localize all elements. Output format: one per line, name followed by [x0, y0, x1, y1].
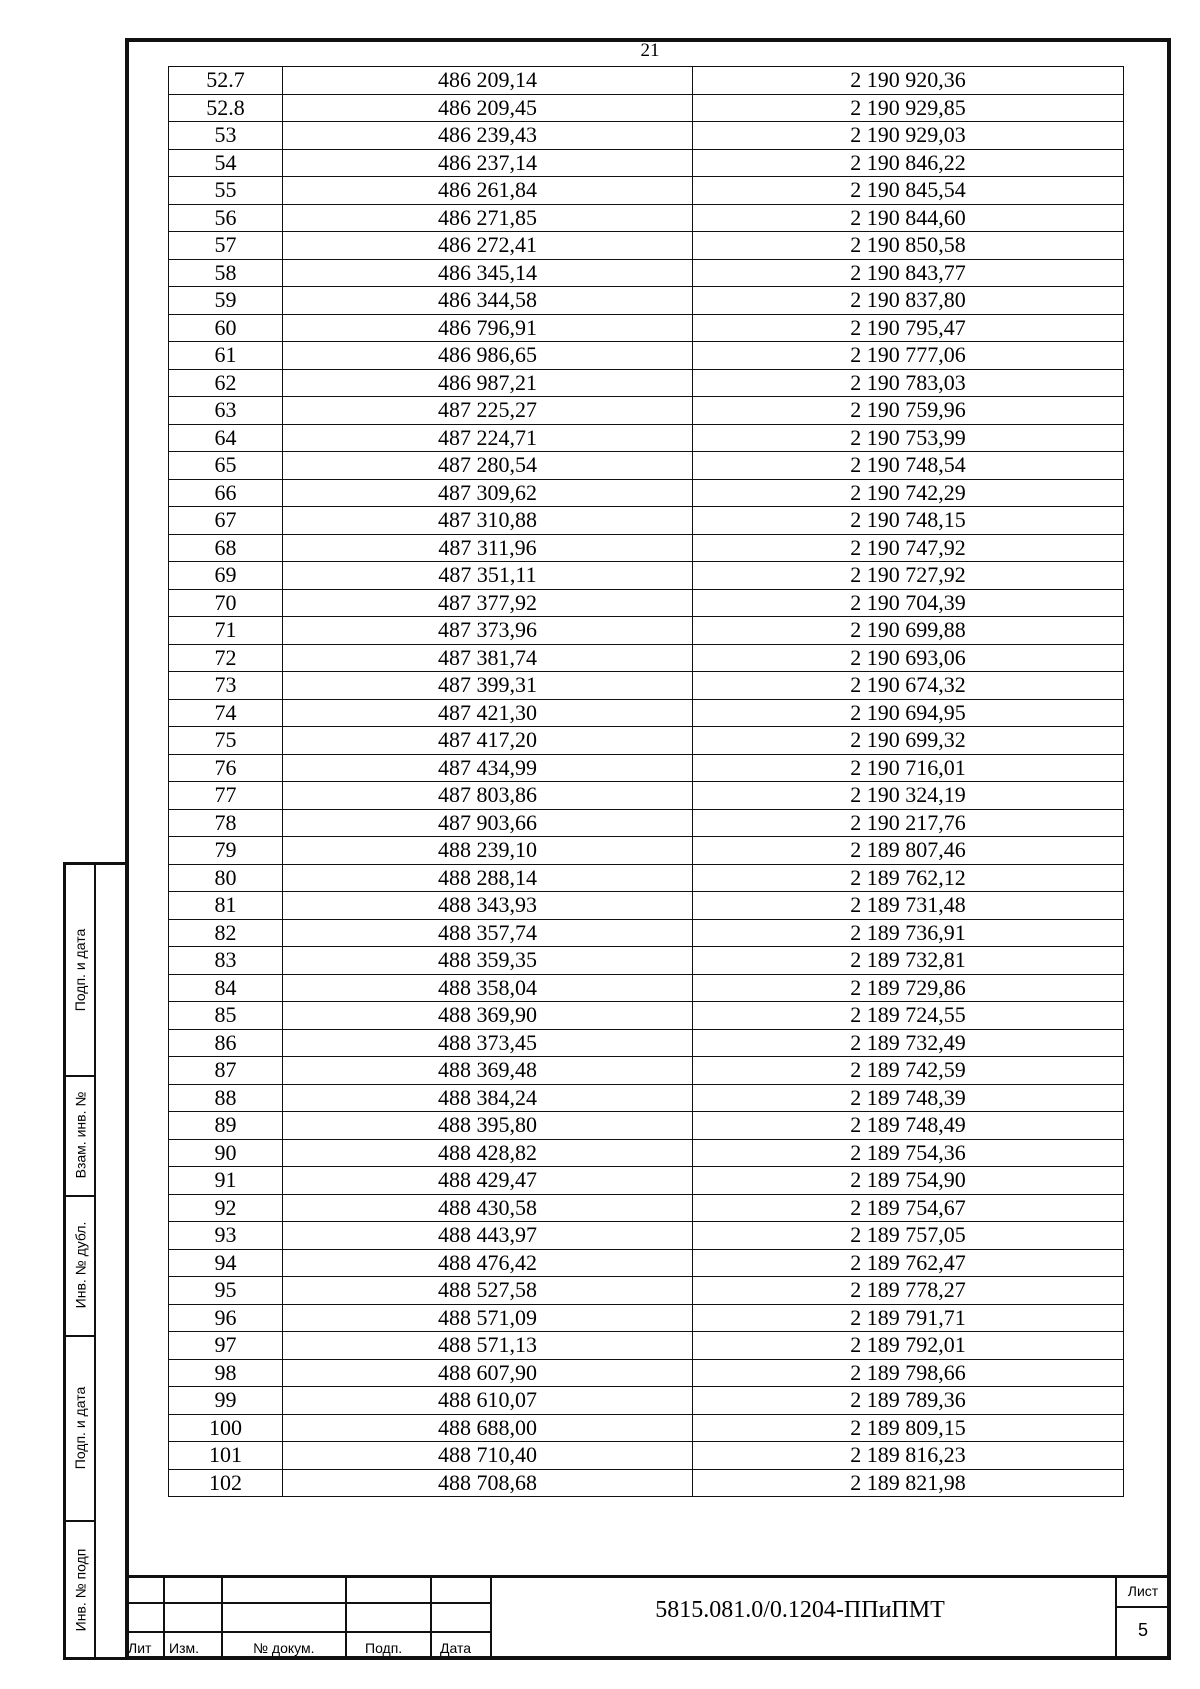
- side-cell-sign-date-1: [66, 865, 94, 1077]
- table-row: [169, 1194, 1124, 1222]
- y-coordinate-cell: 2 190 929,85: [693, 94, 1124, 122]
- x-coordinate-cell: 488 708,68: [283, 1469, 693, 1497]
- x-coordinate-cell: 487 377,92: [283, 589, 693, 617]
- point-number-cell: 98: [169, 1359, 283, 1387]
- table-row: [169, 1139, 1124, 1167]
- point-number-cell: 60: [169, 314, 283, 342]
- x-coordinate-cell: 487 225,27: [283, 397, 693, 425]
- y-coordinate-cell: 2 189 762,12: [693, 864, 1124, 892]
- side-stamp: [63, 862, 125, 1660]
- x-coordinate-cell: 486 271,85: [283, 204, 693, 232]
- y-coordinate-cell: 2 190 783,03: [693, 369, 1124, 397]
- table-row: [169, 1167, 1124, 1195]
- x-coordinate-cell: 488 359,35: [283, 947, 693, 975]
- y-coordinate-cell: 2 190 844,60: [693, 204, 1124, 232]
- y-coordinate-cell: 2 189 748,39: [693, 1084, 1124, 1112]
- x-coordinate-cell: 488 239,10: [283, 837, 693, 865]
- table-row: [169, 397, 1124, 425]
- x-coordinate-cell: 486 796,91: [283, 314, 693, 342]
- table-row: [169, 149, 1124, 177]
- x-coordinate-cell: 487 399,31: [283, 672, 693, 700]
- table-row: [169, 369, 1124, 397]
- point-number-cell: 53: [169, 122, 283, 150]
- x-coordinate-cell: 488 384,24: [283, 1084, 693, 1112]
- y-coordinate-cell: 2 189 789,36: [693, 1387, 1124, 1415]
- x-coordinate-cell: 488 607,90: [283, 1359, 693, 1387]
- point-number-cell: 93: [169, 1222, 283, 1250]
- y-coordinate-cell: 2 190 748,54: [693, 452, 1124, 480]
- x-coordinate-cell: 486 986,65: [283, 342, 693, 370]
- y-coordinate-cell: 2 189 791,71: [693, 1304, 1124, 1332]
- point-number-cell: 96: [169, 1304, 283, 1332]
- table-row: [169, 672, 1124, 700]
- point-number-cell: 86: [169, 1029, 283, 1057]
- point-number-cell: 64: [169, 424, 283, 452]
- point-number-cell: 80: [169, 864, 283, 892]
- table-row: [169, 1222, 1124, 1250]
- x-coordinate-cell: 487 351,11: [283, 562, 693, 590]
- side-cell-orig-inv: [66, 1520, 94, 1660]
- table-row: [169, 1002, 1124, 1030]
- point-number-cell: 58: [169, 259, 283, 287]
- point-number-cell: 67: [169, 507, 283, 535]
- x-coordinate-cell: 487 381,74: [283, 644, 693, 672]
- col-label-signature: Подп.: [365, 1640, 403, 1656]
- table-row: [169, 947, 1124, 975]
- y-coordinate-cell: 2 190 920,36: [693, 67, 1124, 95]
- table-row: [169, 1249, 1124, 1277]
- table-row: [169, 259, 1124, 287]
- point-number-cell: 81: [169, 892, 283, 920]
- table-row: [169, 974, 1124, 1002]
- side-label: Подп. и дата: [72, 928, 88, 1012]
- y-coordinate-cell: 2 190 704,39: [693, 589, 1124, 617]
- x-coordinate-cell: 486 237,14: [283, 149, 693, 177]
- x-coordinate-cell: 486 272,41: [283, 232, 693, 260]
- table-row: [169, 314, 1124, 342]
- table-row: [169, 864, 1124, 892]
- y-coordinate-cell: 2 189 742,59: [693, 1057, 1124, 1085]
- table-row: [169, 1029, 1124, 1057]
- x-coordinate-cell: 488 710,40: [283, 1442, 693, 1470]
- table-row: [169, 617, 1124, 645]
- x-coordinate-cell: 487 311,96: [283, 534, 693, 562]
- coordinates-table: [168, 66, 1124, 1497]
- table-row: [169, 1387, 1124, 1415]
- side-label: Взам. инв. №: [72, 1091, 89, 1179]
- point-number-cell: 70: [169, 589, 283, 617]
- x-coordinate-cell: 488 527,58: [283, 1277, 693, 1305]
- table-row: [169, 424, 1124, 452]
- y-coordinate-cell: 2 189 754,90: [693, 1167, 1124, 1195]
- y-coordinate-cell: 2 190 699,32: [693, 727, 1124, 755]
- y-coordinate-cell: 2 190 727,92: [693, 562, 1124, 590]
- point-number-cell: 85: [169, 1002, 283, 1030]
- y-coordinate-cell: 2 190 217,76: [693, 809, 1124, 837]
- point-number-cell: 97: [169, 1332, 283, 1360]
- x-coordinate-cell: 488 373,45: [283, 1029, 693, 1057]
- x-coordinate-cell: 487 224,71: [283, 424, 693, 452]
- x-coordinate-cell: 486 987,21: [283, 369, 693, 397]
- point-number-cell: 82: [169, 919, 283, 947]
- y-coordinate-cell: 2 189 736,91: [693, 919, 1124, 947]
- table-row: [169, 1112, 1124, 1140]
- point-number-cell: 71: [169, 617, 283, 645]
- y-coordinate-cell: 2 190 777,06: [693, 342, 1124, 370]
- col-label-change: Изм.: [169, 1640, 199, 1656]
- x-coordinate-cell: 488 288,14: [283, 864, 693, 892]
- point-number-cell: 84: [169, 974, 283, 1002]
- point-number-cell: 55: [169, 177, 283, 205]
- col-label-lit: Лит: [128, 1640, 152, 1656]
- table-row: [169, 94, 1124, 122]
- point-number-cell: 99: [169, 1387, 283, 1415]
- sheet-number: 5: [1137, 1620, 1148, 1640]
- point-number-cell: 75: [169, 727, 283, 755]
- table-row: [169, 67, 1124, 95]
- x-coordinate-cell: 488 476,42: [283, 1249, 693, 1277]
- x-coordinate-cell: 487 903,66: [283, 809, 693, 837]
- y-coordinate-cell: 2 189 798,66: [693, 1359, 1124, 1387]
- table-row: [169, 177, 1124, 205]
- table-row: [169, 232, 1124, 260]
- point-number-cell: 87: [169, 1057, 283, 1085]
- y-coordinate-cell: 2 190 837,80: [693, 287, 1124, 315]
- side-label: Инв. № дубл.: [72, 1221, 89, 1309]
- x-coordinate-cell: 486 345,14: [283, 259, 693, 287]
- y-coordinate-cell: 2 190 324,19: [693, 782, 1124, 810]
- y-coordinate-cell: 2 189 757,05: [693, 1222, 1124, 1250]
- table-row: [169, 122, 1124, 150]
- table-row: [169, 809, 1124, 837]
- point-number-cell: 73: [169, 672, 283, 700]
- table-row: [169, 1057, 1124, 1085]
- point-number-cell: 65: [169, 452, 283, 480]
- table-row: [169, 892, 1124, 920]
- side-cell-replaced-inv: [66, 1075, 94, 1197]
- point-number-cell: 102: [169, 1469, 283, 1497]
- point-number-cell: 100: [169, 1414, 283, 1442]
- x-coordinate-cell: 488 369,48: [283, 1057, 693, 1085]
- page-number: 21: [640, 40, 660, 61]
- table-row: [169, 782, 1124, 810]
- y-coordinate-cell: 2 190 795,47: [693, 314, 1124, 342]
- table-row: [169, 1332, 1124, 1360]
- sheet-label: Лист: [1127, 1583, 1159, 1599]
- y-coordinate-cell: 2 189 754,36: [693, 1139, 1124, 1167]
- side-label: Подп. и дата: [72, 1386, 88, 1469]
- point-number-cell: 101: [169, 1442, 283, 1470]
- point-number-cell: 83: [169, 947, 283, 975]
- table-row: [169, 699, 1124, 727]
- point-number-cell: 52.8: [169, 94, 283, 122]
- x-coordinate-cell: 488 357,74: [283, 919, 693, 947]
- x-coordinate-cell: 488 430,58: [283, 1194, 693, 1222]
- table-row: [169, 1304, 1124, 1332]
- x-coordinate-cell: 486 239,43: [283, 122, 693, 150]
- table-row: [169, 507, 1124, 535]
- y-coordinate-cell: 2 189 748,49: [693, 1112, 1124, 1140]
- table-row: [169, 644, 1124, 672]
- point-number-cell: 59: [169, 287, 283, 315]
- point-number-cell: 57: [169, 232, 283, 260]
- point-number-cell: 89: [169, 1112, 283, 1140]
- x-coordinate-cell: 487 373,96: [283, 617, 693, 645]
- x-coordinate-cell: 488 429,47: [283, 1167, 693, 1195]
- y-coordinate-cell: 2 189 816,23: [693, 1442, 1124, 1470]
- table-row: [169, 534, 1124, 562]
- point-number-cell: 63: [169, 397, 283, 425]
- table-row: [169, 589, 1124, 617]
- table-row: [169, 1277, 1124, 1305]
- table-row: [169, 479, 1124, 507]
- x-coordinate-cell: 488 571,13: [283, 1332, 693, 1360]
- point-number-cell: 72: [169, 644, 283, 672]
- x-coordinate-cell: 488 688,00: [283, 1414, 693, 1442]
- y-coordinate-cell: 2 190 759,96: [693, 397, 1124, 425]
- x-coordinate-cell: 488 358,04: [283, 974, 693, 1002]
- y-coordinate-cell: 2 190 742,29: [693, 479, 1124, 507]
- x-coordinate-cell: 487 280,54: [283, 452, 693, 480]
- col-label-date: Дата: [440, 1640, 472, 1656]
- y-coordinate-cell: 2 190 694,95: [693, 699, 1124, 727]
- table-row: [169, 562, 1124, 590]
- x-coordinate-cell: 486 261,84: [283, 177, 693, 205]
- x-coordinate-cell: 486 344,58: [283, 287, 693, 315]
- y-coordinate-cell: 2 190 845,54: [693, 177, 1124, 205]
- table-row: [169, 452, 1124, 480]
- point-number-cell: 66: [169, 479, 283, 507]
- y-coordinate-cell: 2 189 762,47: [693, 1249, 1124, 1277]
- point-number-cell: 88: [169, 1084, 283, 1112]
- table-row: [169, 287, 1124, 315]
- table-row: [169, 1469, 1124, 1497]
- point-number-cell: 68: [169, 534, 283, 562]
- x-coordinate-cell: 487 421,30: [283, 699, 693, 727]
- point-number-cell: 69: [169, 562, 283, 590]
- document-id: 5815.081.0/0.1204-ППиПМТ: [655, 1597, 945, 1623]
- side-label: Инв. № подп: [72, 1548, 89, 1632]
- table-row: [169, 754, 1124, 782]
- table-row: [169, 919, 1124, 947]
- y-coordinate-cell: 2 189 724,55: [693, 1002, 1124, 1030]
- table-row: [169, 1359, 1124, 1387]
- y-coordinate-cell: 2 190 747,92: [693, 534, 1124, 562]
- y-coordinate-cell: 2 189 809,15: [693, 1414, 1124, 1442]
- y-coordinate-cell: 2 190 748,15: [693, 507, 1124, 535]
- y-coordinate-cell: 2 190 753,99: [693, 424, 1124, 452]
- y-coordinate-cell: 2 189 754,67: [693, 1194, 1124, 1222]
- point-number-cell: 92: [169, 1194, 283, 1222]
- x-coordinate-cell: 488 571,09: [283, 1304, 693, 1332]
- table-row: [169, 837, 1124, 865]
- x-coordinate-cell: 488 428,82: [283, 1139, 693, 1167]
- y-coordinate-cell: 2 189 732,81: [693, 947, 1124, 975]
- x-coordinate-cell: 488 395,80: [283, 1112, 693, 1140]
- x-coordinate-cell: 487 417,20: [283, 727, 693, 755]
- y-coordinate-cell: 2 190 850,58: [693, 232, 1124, 260]
- side-cell-sign-date-2: [66, 1335, 94, 1522]
- point-number-cell: 94: [169, 1249, 283, 1277]
- x-coordinate-cell: 486 209,45: [283, 94, 693, 122]
- table-row: [169, 1084, 1124, 1112]
- point-number-cell: 61: [169, 342, 283, 370]
- point-number-cell: 95: [169, 1277, 283, 1305]
- y-coordinate-cell: 2 190 716,01: [693, 754, 1124, 782]
- x-coordinate-cell: 487 309,62: [283, 479, 693, 507]
- y-coordinate-cell: 2 190 843,77: [693, 259, 1124, 287]
- x-coordinate-cell: 487 803,86: [283, 782, 693, 810]
- table-row: [169, 342, 1124, 370]
- x-coordinate-cell: 488 343,93: [283, 892, 693, 920]
- point-number-cell: 54: [169, 149, 283, 177]
- x-coordinate-cell: 488 443,97: [283, 1222, 693, 1250]
- point-number-cell: 78: [169, 809, 283, 837]
- point-number-cell: 79: [169, 837, 283, 865]
- point-number-cell: 52.7: [169, 67, 283, 95]
- point-number-cell: 77: [169, 782, 283, 810]
- y-coordinate-cell: 2 189 778,27: [693, 1277, 1124, 1305]
- y-coordinate-cell: 2 190 693,06: [693, 644, 1124, 672]
- col-label-doc-no: № докум.: [253, 1640, 315, 1656]
- y-coordinate-cell: 2 190 699,88: [693, 617, 1124, 645]
- point-number-cell: 90: [169, 1139, 283, 1167]
- y-coordinate-cell: 2 190 674,32: [693, 672, 1124, 700]
- x-coordinate-cell: 486 209,14: [283, 67, 693, 95]
- y-coordinate-cell: 2 189 807,46: [693, 837, 1124, 865]
- y-coordinate-cell: 2 189 732,49: [693, 1029, 1124, 1057]
- x-coordinate-cell: 487 310,88: [283, 507, 693, 535]
- table-row: [169, 727, 1124, 755]
- y-coordinate-cell: 2 189 792,01: [693, 1332, 1124, 1360]
- y-coordinate-cell: 2 189 821,98: [693, 1469, 1124, 1497]
- point-number-cell: 74: [169, 699, 283, 727]
- point-number-cell: 76: [169, 754, 283, 782]
- x-coordinate-cell: 488 610,07: [283, 1387, 693, 1415]
- x-coordinate-cell: 488 369,90: [283, 1002, 693, 1030]
- table-row: [169, 204, 1124, 232]
- x-coordinate-cell: 487 434,99: [283, 754, 693, 782]
- point-number-cell: 56: [169, 204, 283, 232]
- table-row: [169, 1442, 1124, 1470]
- y-coordinate-cell: 2 190 846,22: [693, 149, 1124, 177]
- y-coordinate-cell: 2 190 929,03: [693, 122, 1124, 150]
- table-row: [169, 1414, 1124, 1442]
- side-cell-dup-inv: [66, 1195, 94, 1337]
- y-coordinate-cell: 2 189 731,48: [693, 892, 1124, 920]
- y-coordinate-cell: 2 189 729,86: [693, 974, 1124, 1002]
- point-number-cell: 91: [169, 1167, 283, 1195]
- point-number-cell: 62: [169, 369, 283, 397]
